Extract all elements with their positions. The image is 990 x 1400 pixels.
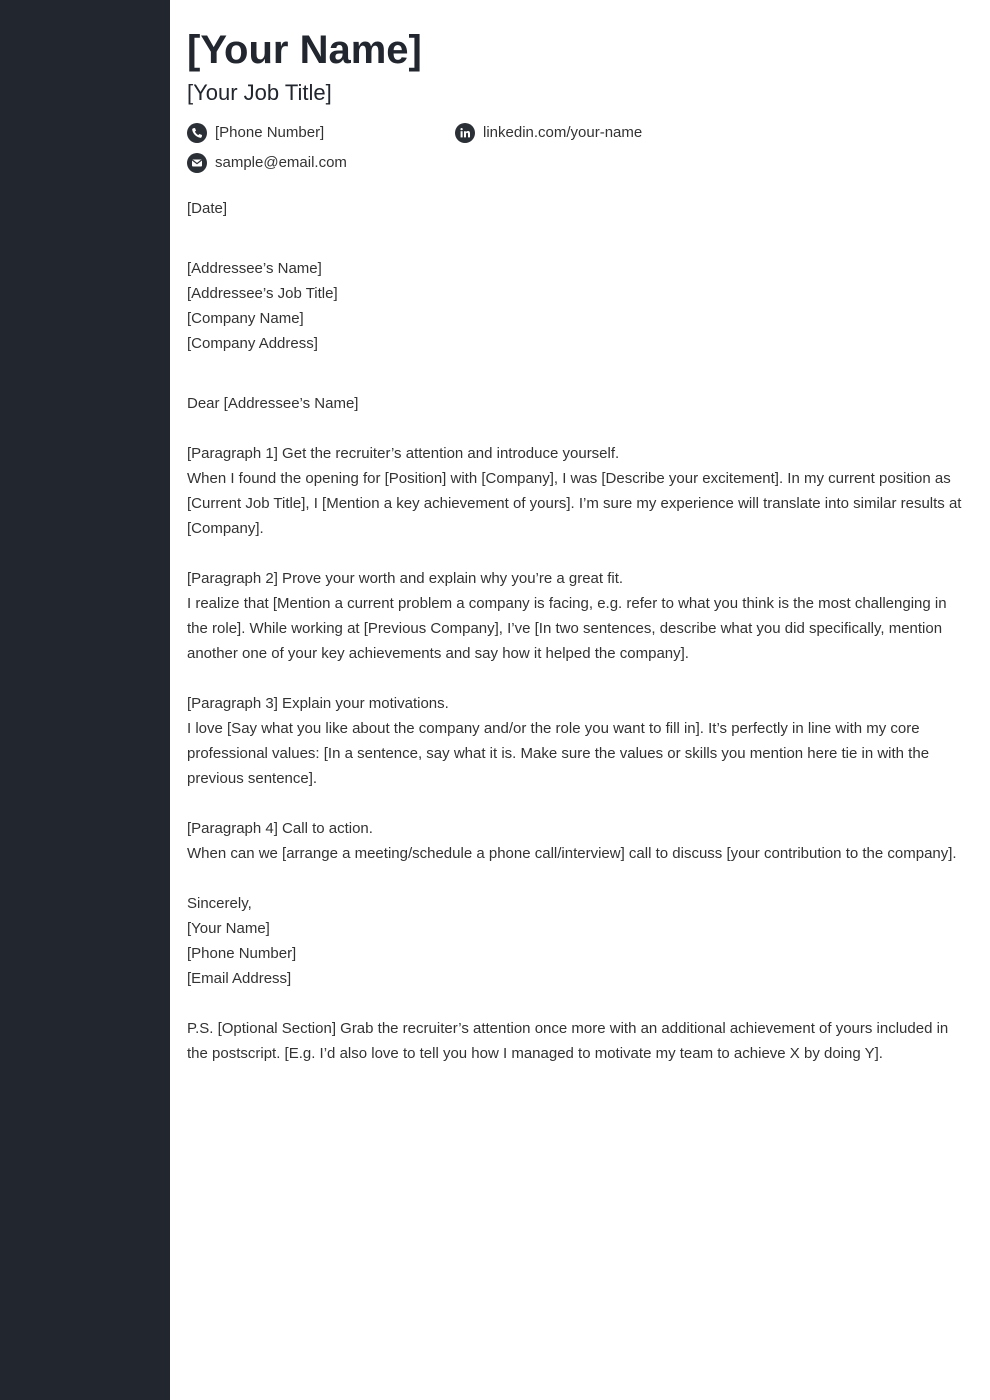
linkedin-icon — [455, 123, 475, 143]
letter-date: [Date] — [187, 200, 228, 217]
contact-linkedin — [455, 123, 642, 143]
signature-name: [Your Name] — [187, 920, 270, 937]
company-name: [Company Name] — [187, 310, 304, 327]
recipient-block — [187, 256, 962, 356]
phone-number: [Phone Number] — [215, 124, 325, 141]
paragraph-4-body: When can we [arrange a meeting/schedule a phone call/interview] call to discuss [your contribution to the company]. — [187, 845, 957, 862]
postscript — [187, 1016, 962, 1066]
paragraph-2 — [187, 566, 962, 666]
signature-email: [Email Address] — [187, 970, 292, 987]
signature-block — [187, 891, 962, 991]
paragraph-1-heading: [Paragraph 1] Get the recruiter’s attention and introduce yourself. — [187, 445, 620, 462]
email-icon — [187, 153, 207, 173]
paragraph-4 — [187, 816, 962, 866]
closing: Sincerely, — [187, 895, 252, 912]
applicant-job-title: [Your Job Title] — [187, 80, 332, 105]
postscript-text: P.S. [Optional Section] Grab the recruiter’s attention once more with an additional achievement of yours included in the postscript. [E.g. I’d also love to tell you how I managed to motivate my team to achieve X by doing Y]. — [187, 1020, 949, 1062]
salutation: Dear [Addressee’s Name] — [187, 395, 359, 412]
contact-email — [187, 153, 347, 173]
paragraph-2-body: I realize that [Mention a current problem a company is facing, e.g. refer to what you think is the most challenging in the role]. While working at [Previous Company], I’ve [In two sentences, describe what you did specifically, mention another one of your key achievements and say how it helped the company]. — [187, 595, 947, 662]
addressee-name: [Addressee’s Name] — [187, 260, 322, 277]
company-address: [Company Address] — [187, 335, 318, 352]
linkedin-url[interactable]: linkedin.com/your-name — [483, 124, 643, 141]
email-address[interactable]: sample@email.com — [215, 154, 347, 171]
paragraph-3 — [187, 691, 962, 791]
applicant-name: [Your Name] — [187, 28, 422, 72]
paragraph-3-heading: [Paragraph 3] Explain your motivations. — [187, 695, 449, 712]
letter-body — [187, 196, 962, 1066]
sidebar-panel — [0, 0, 170, 1400]
paragraph-1 — [187, 441, 962, 541]
salutation-block — [187, 391, 962, 416]
paragraph-3-body: I love [Say what you like about the company and/or the role you want to fill in]. It’s perfectly in line with my core professional values: [In a sentence, say what it is. Make sure the values or skills you mention here tie in with the previous sentence]. — [187, 720, 930, 787]
addressee-job-title: [Addressee’s Job Title] — [187, 285, 338, 302]
paragraph-1-body: When I found the opening for [Position] with [Company], I was [Describe your excitement]. In my current position as [Current Job Title], I [Mention a key achievement of yours]. I’m sure my experience will translate into similar results at [Company]. — [187, 470, 962, 537]
paragraph-4-heading: [Paragraph 4] Call to action. — [187, 820, 373, 837]
paragraph-2-heading: [Paragraph 2] Prove your worth and explain why you’re a great fit. — [187, 570, 624, 587]
signature-phone: [Phone Number] — [187, 945, 297, 962]
contact-phone — [187, 123, 324, 143]
phone-icon — [187, 123, 207, 143]
